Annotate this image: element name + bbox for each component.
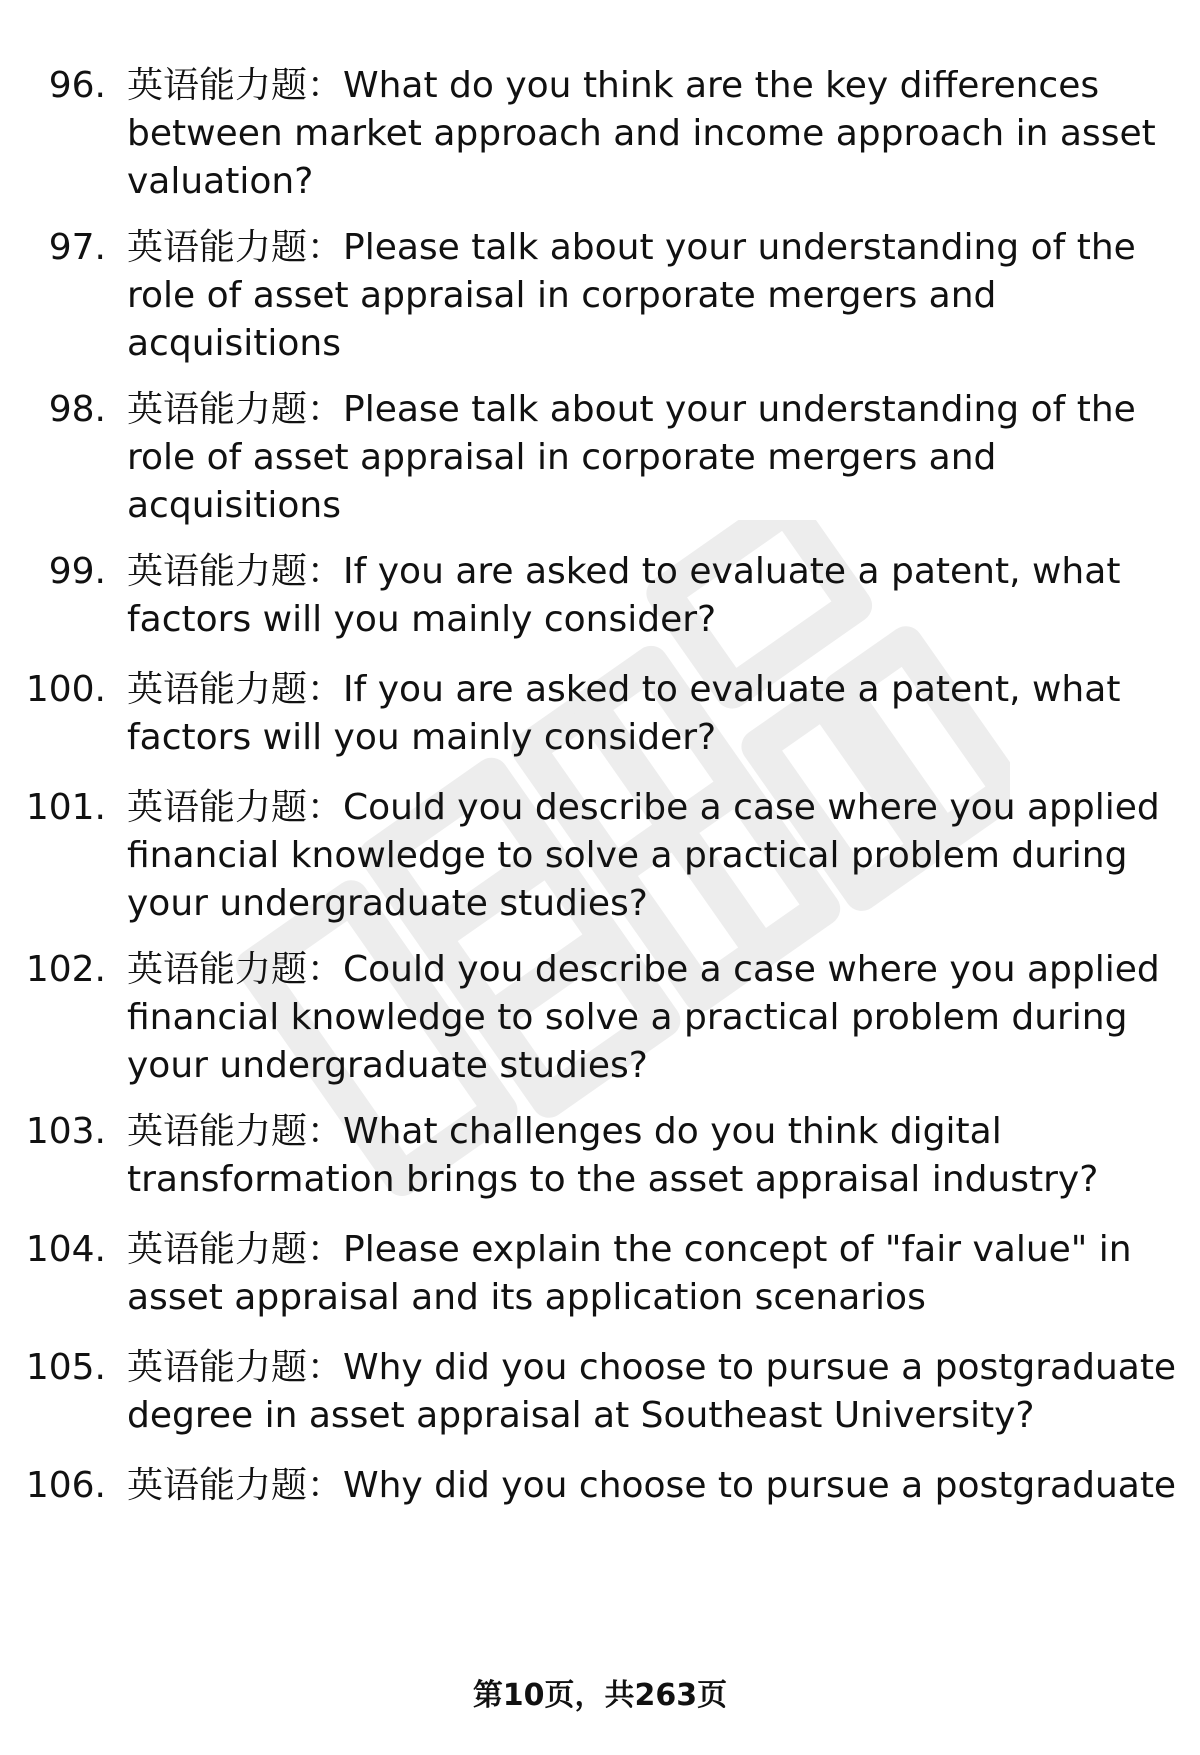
question-text bbox=[127, 1108, 1177, 1204]
question-number: 98. bbox=[48, 389, 106, 430]
question-text bbox=[127, 548, 1177, 644]
question-text-line: 英语能力题：What challenges do you think digital bbox=[127, 1111, 1002, 1152]
question-text bbox=[127, 1344, 1177, 1440]
question-text-line: 英语能力题：What do you think are the key differences bbox=[127, 65, 1100, 106]
question-text-line: role of asset appraisal in corporate mergers and bbox=[127, 437, 997, 478]
question-text-line: your undergraduate studies? bbox=[127, 1045, 648, 1086]
question-text-line: 英语能力题：Please explain the concept of "fair value" in bbox=[127, 1229, 1132, 1270]
question-text-line: your undergraduate studies? bbox=[127, 883, 648, 924]
question-text-line: 英语能力题：Why did you choose to pursue a postgraduate bbox=[127, 1347, 1177, 1388]
question-text-line: factors will you mainly consider? bbox=[127, 717, 717, 758]
question-text bbox=[127, 784, 1177, 928]
question-number: 100. bbox=[25, 669, 106, 710]
question-text bbox=[127, 946, 1177, 1090]
question-text-line: factors will you mainly consider? bbox=[127, 599, 717, 640]
question-text-line: 英语能力题：Could you describe a case where you applied bbox=[127, 787, 1160, 828]
question-text bbox=[127, 666, 1177, 762]
question-text-line: 英语能力题：Could you describe a case where you applied bbox=[127, 949, 1160, 990]
question-number: 103. bbox=[25, 1111, 106, 1152]
question-text-line: financial knowledge to solve a practical problem during bbox=[127, 835, 1128, 876]
question-text-line: degree in asset appraisal at Southeast University? bbox=[127, 1395, 1035, 1436]
question-number: 99. bbox=[48, 551, 106, 592]
question-text-line: transformation brings to the asset appraisal industry? bbox=[127, 1159, 1099, 1200]
question-text-line: asset appraisal and its application scenarios bbox=[127, 1277, 926, 1318]
question-text-line: acquisitions bbox=[127, 323, 341, 364]
question-number: 104. bbox=[25, 1229, 106, 1270]
question-text-line: 英语能力题：Please talk about your understanding of the bbox=[127, 389, 1136, 430]
question-text-line: valuation? bbox=[127, 161, 314, 202]
question-text-line: financial knowledge to solve a practical problem during bbox=[127, 997, 1128, 1038]
question-text bbox=[127, 1226, 1177, 1322]
question-number: 105. bbox=[25, 1347, 106, 1388]
question-text-line: acquisitions bbox=[127, 485, 341, 526]
question-text bbox=[127, 62, 1177, 206]
question-text bbox=[127, 224, 1177, 368]
question-text-line: 英语能力题：Why did you choose to pursue a postgraduate bbox=[127, 1465, 1177, 1506]
question-text-line: 英语能力题：If you are asked to evaluate a patent, what bbox=[127, 669, 1121, 710]
question-number: 106. bbox=[25, 1465, 106, 1506]
question-number: 97. bbox=[48, 227, 106, 268]
question-text-line: 英语能力题：If you are asked to evaluate a patent, what bbox=[127, 551, 1121, 592]
question-text-line: role of asset appraisal in corporate mergers and bbox=[127, 275, 997, 316]
question-text bbox=[127, 1462, 1177, 1510]
question-number: 101. bbox=[25, 787, 106, 828]
question-text bbox=[127, 386, 1177, 530]
question-number: 96. bbox=[48, 65, 106, 106]
page-footer: 第10页，共263页 bbox=[472, 1678, 728, 1713]
question-text-line: 英语能力题：Please talk about your understanding of the bbox=[127, 227, 1136, 268]
question-number: 102. bbox=[25, 949, 106, 990]
question-text-line: between market approach and income approach in asset bbox=[127, 113, 1156, 154]
